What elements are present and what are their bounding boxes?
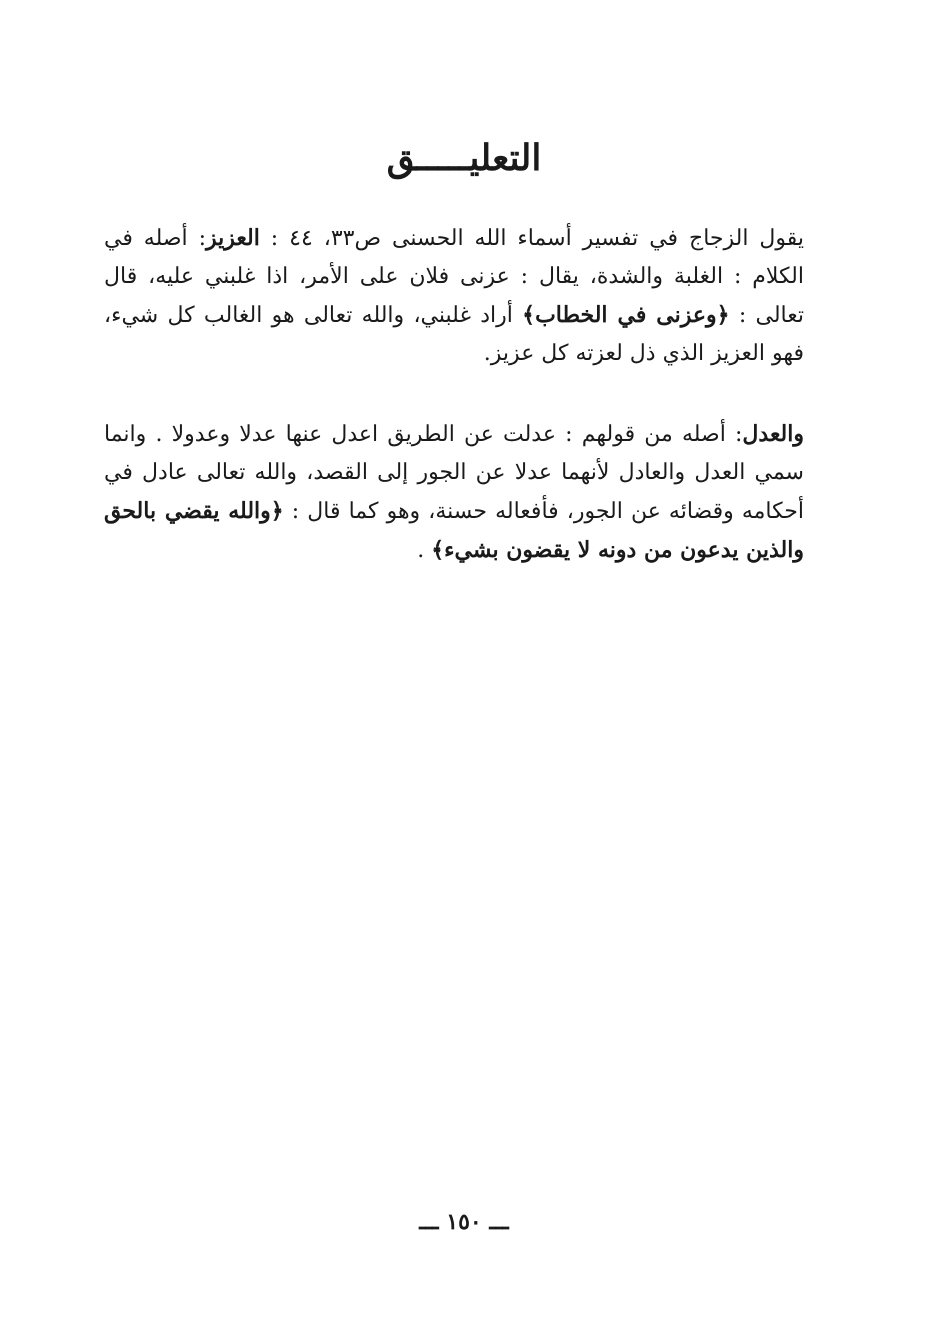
text-segment: أراد غلبني، والله تعالى هو الغالب كل شيء، فهو العزيز الذي ذل لعزته كل عزيز. bbox=[104, 303, 804, 366]
quran-quote: ﴿وعزنى في الخطاب﴾ bbox=[522, 302, 730, 328]
page-title: التعليـــــق bbox=[386, 137, 542, 179]
text-segment: يقول الزجاج في تفسير أسماء الله الحسنى ص٣٣، ٤٤ : bbox=[259, 226, 805, 251]
text-segment: : أصله في الكلام : الغلبة والشدة، يقال : عزنى فلان على الأمر، اذا غلبني عليه، قال تعالى : bbox=[104, 226, 804, 328]
term-al-adl: والعدل bbox=[742, 421, 804, 447]
paragraph-al-aziz bbox=[104, 219, 804, 373]
quran-quote: ﴿والله يقضي بالحق والذين يدعون من دونه لا يقضون بشيء﴾ bbox=[104, 498, 804, 563]
paragraph-al-adl bbox=[104, 415, 804, 570]
text-segment: . bbox=[417, 538, 432, 563]
term-al-aziz: العزيز bbox=[206, 225, 260, 251]
text-segment: : أصله من قولهم : عدلت عن الطريق اعدل عنها عدلا وعدولا . وانما سمي العدل والعادل لأنهما عدلا عن الجور إلى القصد، والله تعالى عادل في أحكامه وقضائه عن الجور، فأفعاله حسنة، وهو كما قال : bbox=[104, 422, 804, 524]
page-number: ـــ ١٥٠ ـــ bbox=[419, 1209, 509, 1235]
